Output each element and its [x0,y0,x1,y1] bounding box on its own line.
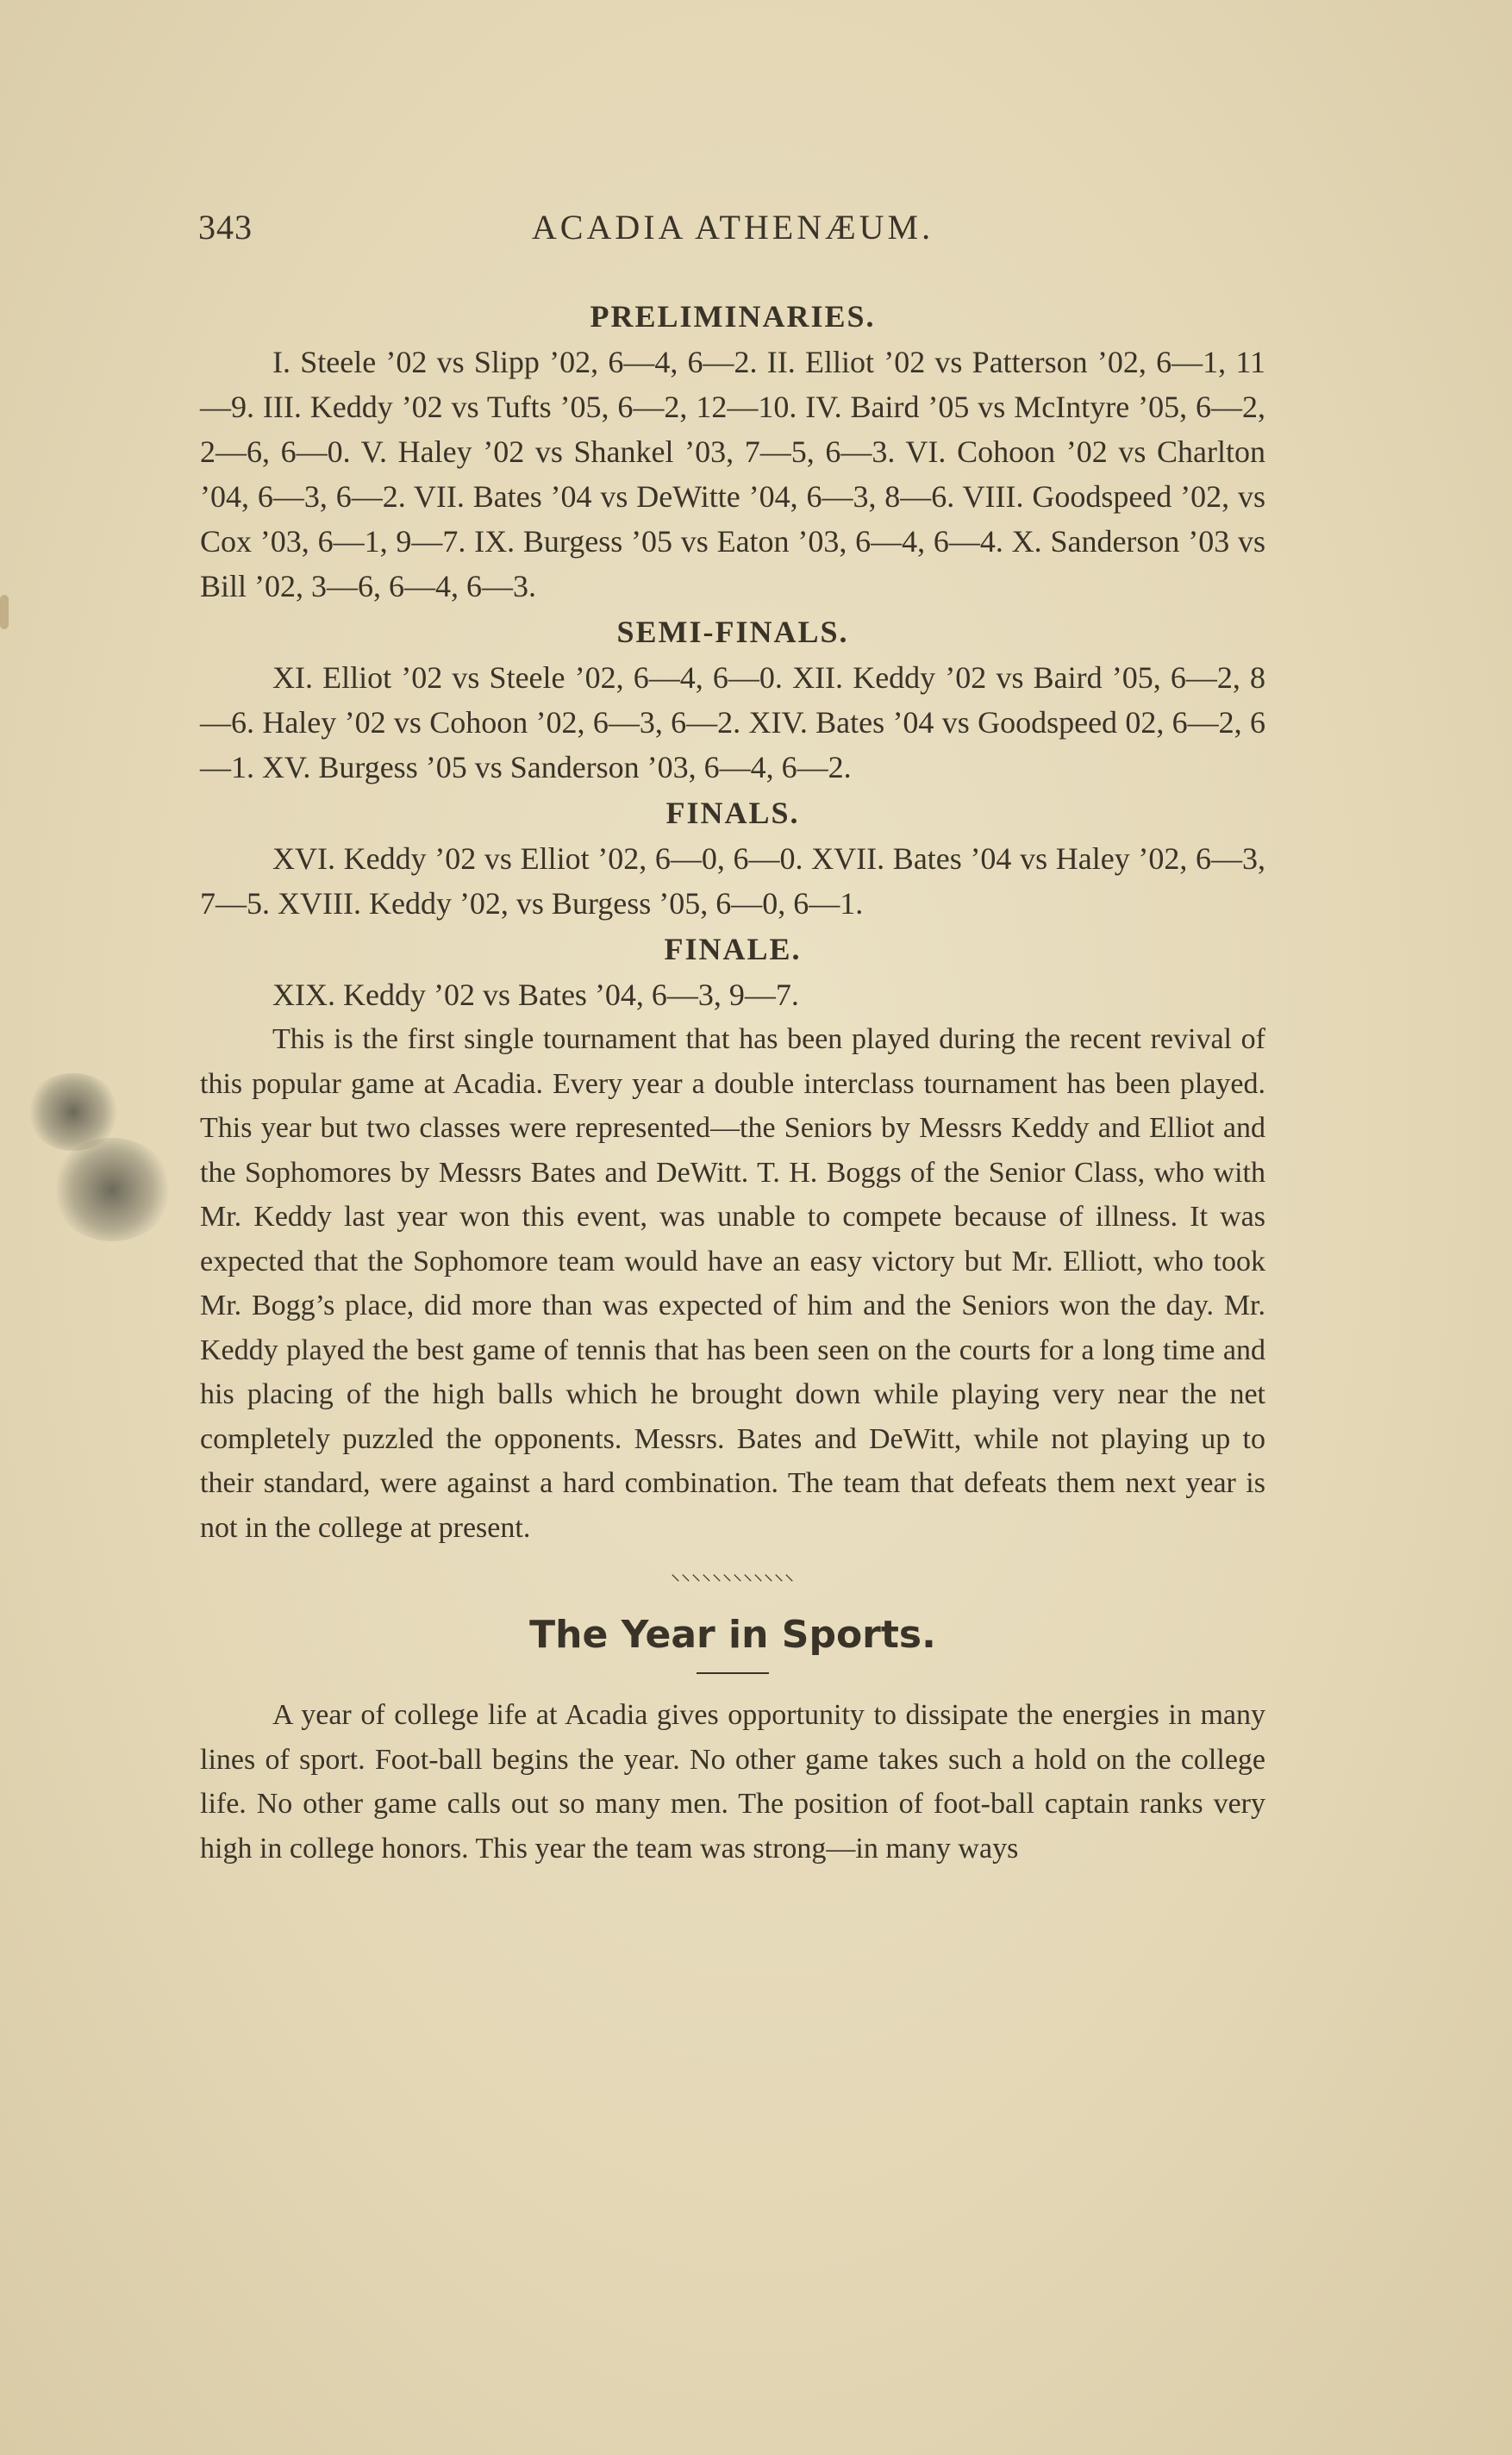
semi-finals-results: XI. Elliot ’02 vs Steele ’02, 6—4, 6—0. XII. Keddy ’02 vs Baird ’05, 6—2, 8—6. Haley ’02 vs Cohoon ’02, 6—3, 6—2. XIV. Bates ’04 vs Goodspeed 02, 6—2, 6—1. XV. Burgess ’05 vs Sanderson ’03, 6—4, 6—2. [200,660,1265,784]
text-column [200,293,1265,1871]
finals-results: XVI. Keddy ’02 vs Elliot ’02, 6—0, 6—0. XVII. Bates ’04 vs Haley ’02, 6—3, 7—5. XVIII. Keddy ’02, vs Burgess ’05, 6—0, 6—1. [200,841,1265,921]
finale-heading: FINALE. [664,932,802,966]
page-number: 343 [198,208,253,247]
ink-stain-lower [52,1138,172,1241]
semi-finals-heading: SEMI-FINALS. [616,615,849,649]
title-rule [697,1672,769,1674]
preliminaries-heading: PRELIMINARIES. [590,299,876,334]
page-header [198,207,1267,259]
edge-mark [0,595,9,629]
finals-heading: FINALS. [665,796,800,830]
article-title: The Year in Sports. [529,1613,936,1657]
sports-article-text: A year of college life at Acadia gives opportunity to dissipate the energies in many lines of sport. Foot-ball begins the year. No other game takes such a hold on the college life. No other game calls out so many men. The position of foot-ball captain ranks very high in college honors. This year the team was strong—in many ways [200,1699,1265,1865]
finale-results: XIX. Keddy ’02 vs Bates ’04, 6—3, 9—7. [272,978,799,1012]
section-ornament: ⸌⸌⸌⸌⸌⸌⸌⸌⸌⸌⸌⸌ [670,1571,795,1592]
running-head: ACADIA ATHENÆUM. [531,208,934,247]
preliminaries-results: I. Steele ’02 vs Slipp ’02, 6—4, 6—2. II. Elliot ’02 vs Patterson ’02, 6—1, 11—9. III. Keddy ’02 vs Tufts ’05, 6—2, 12—10. IV. Baird ’05 vs McIntyre ’05, 6—2, 2—6, 6—0. V. Haley ’02 vs Shankel ’03, 7—5, 6—3. VI. Cohoon ’02 vs Charlton ’04, 6—3, 6—2. VII. Bates ’04 vs DeWitte ’04, 6—3, 8—6. VIII. Goodspeed ’02, vs Cox ’03, 6—1, 9—7. IX. Burgess ’05 vs Eaton ’03, 6—4, 6—4. X. Sanderson ’03 vs Bill ’02, 3—6, 6—4, 6—3. [200,345,1265,603]
tournament-report: This is the first single tournament that has been played during the recent revival of this popular game at Acadia. Every year a double interclass tournament has been played. This year but two classes were represented—the Seniors by Messrs Keddy and Elliot and the Sophomores by Messrs Bates and DeWitt. T. H. Boggs of the Senior Class, who with Mr. Keddy last year won this event, was unable to compete because of illness. It was expected that the Sophomore team would have an easy victory but Mr. Elliott, who took Mr. Bogg’s place, did more than was expected of him and the Seniors won the day. Mr. Keddy played the best game of tennis that has been seen on the courts for a long time and his placing of the high balls which he brought down while playing very near the net completely puzzled the opponents. Messrs. Bates and DeWitt, while not playing up to their standard, were against a hard combination. The team that defeats them next year is not in the college at present. [200,1023,1265,1544]
